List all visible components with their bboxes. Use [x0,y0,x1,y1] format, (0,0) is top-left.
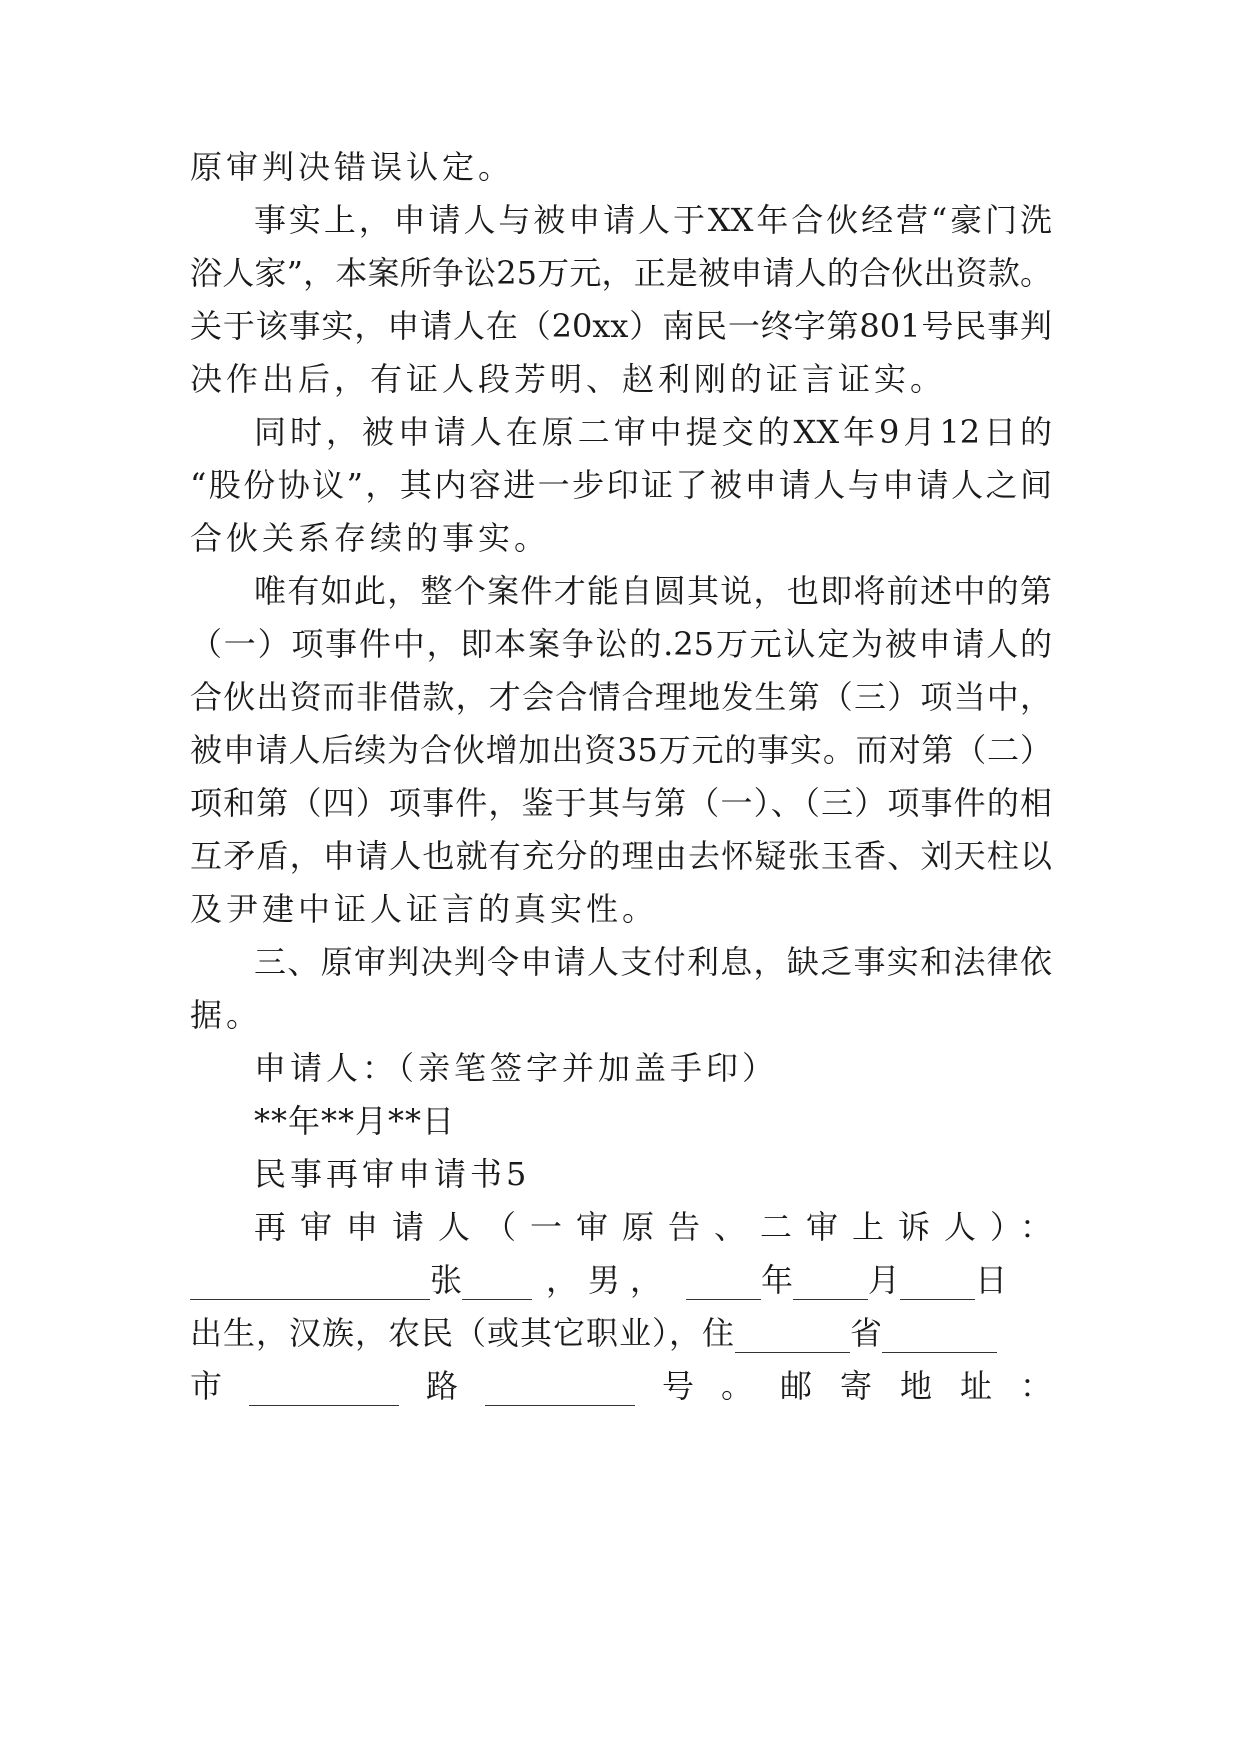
form-line-name [190,1260,1052,1300]
form-label: 市 [190,1367,223,1405]
paragraph-line: 项和第（四）项事件，鉴于其与第（一）、（三）项事件的相 [190,784,1052,822]
paragraph-line: （一）项事件中，即本案争讼的.25万元认定为被申请人的 [190,625,1052,663]
blank-field [462,1271,532,1300]
blank-field [735,1324,850,1353]
form-label: 。 [720,1367,753,1405]
paragraph-line: 合伙关系存续的事实。 [190,519,551,557]
paragraph-line: 及尹建中证人证言的真实性。 [190,890,659,928]
paragraph-line: “股份协议”，其内容进一步印证了被申请人与申请人之间 [190,466,1052,504]
paragraph-line: 唯有如此，整个案件才能自圆其说，也即将前述中的第 [254,572,1052,610]
form-line-city [190,1366,1080,1406]
form-label: 日 [975,1261,1008,1299]
paragraph-line: 原审判决错误认定。 [190,148,515,186]
paragraph-line: 互矛盾，申请人也就有充分的理由去怀疑张玉香、刘天柱以 [190,837,1052,875]
paragraph-line: 三、原审判决判令申请人支付利息，缺乏事实和法律依 [254,943,1052,981]
form-label: 号 [661,1367,694,1405]
form-label: 邮寄地址： [779,1367,1080,1405]
date-line: **年**月**日 [254,1102,456,1140]
form-label: 月 [868,1261,901,1299]
blank-field [686,1271,761,1300]
form-line-address [190,1313,1052,1353]
paragraph-line: 据。 [190,996,263,1034]
paragraph-line: 合伙出资而非借款，才会合情合理地发生第（三）项当中， [190,678,1052,716]
paragraph-line: 决作出后，有证人段芳明、赵利刚的证言证实。 [190,360,947,398]
paragraph-line: 关于该事实，申请人在（20xx）南民一终字第801号民事判 [190,307,1052,345]
blank-field [249,1377,399,1406]
form-label: 年 [761,1261,794,1299]
section-title: 民事再审申请书5 [254,1155,531,1193]
paragraph-line: 被申请人后续为合伙增加出资35万元的事实。而对第（二） [190,731,1052,769]
blank-field [793,1271,868,1300]
signature-line: 申请人：（亲笔签字并加盖手印） [254,1049,779,1087]
form-label: ，男， [546,1261,673,1299]
blank-field [882,1324,997,1353]
form-label: 路 [425,1367,458,1405]
paragraph-line: 同时，被申请人在原二审中提交的XX年9月12日的 [254,413,1052,451]
paragraph-line: 浴人家”，本案所争讼25万元，正是被申请人的合伙出资款。 [190,254,1052,292]
form-label: 出生，汉族，农民（或其它职业），住 [190,1314,736,1352]
form-label: 省 [850,1314,883,1352]
applicant-heading: 再审申请人（一审原告、二审上诉人）： [254,1208,1052,1246]
form-label: 张 [430,1261,463,1299]
paragraph-line: 事实上，申请人与被申请人于XX年合伙经营“豪门洗 [254,201,1052,239]
blank-field [485,1377,635,1406]
blank-field [190,1271,430,1300]
blank-field [900,1271,975,1300]
